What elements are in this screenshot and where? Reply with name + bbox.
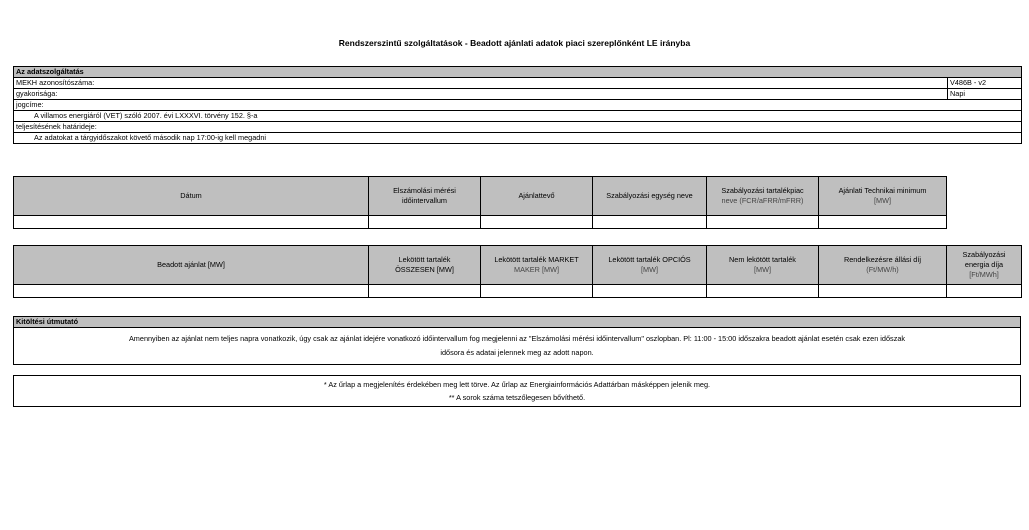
guide-text-line1: Amennyiben az ajánlat nem teljes napra vonatkozik, úgy csak az ajánlat idejére vonatkozó időintervallum fog megjelenni az "Elszámolási mérési időintervallum" oszlopban. Pl: 11:00 - 15:00 időszakra beadott ajánlat esetén csak ezen időszak	[128, 334, 906, 343]
col-datum: Dátum	[14, 177, 369, 216]
table-cell	[369, 216, 481, 229]
bid-table-1	[13, 176, 947, 229]
bid-table-2	[13, 245, 1022, 298]
col-opt-line1: Lekötött tartalék OPCIÓS	[608, 255, 691, 264]
notes-table	[13, 375, 1021, 407]
col-market	[707, 177, 819, 216]
col-interval-line1: Elszámolási mérési	[393, 186, 456, 195]
mekh-value: V486B - v2	[948, 78, 1022, 89]
col-offer: Beadott ajánlat [MW]	[14, 246, 369, 285]
legal-label: jogcíme:	[14, 100, 1022, 111]
guide-text-line2: idősora és adatai jelennek meg az adott napon.	[440, 348, 594, 357]
col-opt-line2: [MW]	[640, 265, 659, 274]
col-mm-line1: Lekötött tartalék MARKET	[494, 255, 579, 264]
frequency-value: Napi	[948, 89, 1022, 100]
table-cell	[481, 216, 593, 229]
col-bidder: Ajánlattevő	[481, 177, 593, 216]
col-nonres-line2: [MW]	[753, 265, 772, 274]
col-interval-line2: időintervallum	[401, 196, 448, 205]
col-mm-line2: MAKER [MW]	[514, 265, 559, 274]
col-non-reserved	[707, 246, 819, 285]
deadline-label: teljesítésének határideje:	[14, 122, 1022, 133]
note-1: * Az űrlap a megjelenítés érdekében meg lett törve. Az űrlap az Energiainformációs Adattárban másképpen jelenik meg.	[323, 380, 711, 389]
col-market-maker	[481, 246, 593, 285]
col-total-line1: Lekötött tartalék	[398, 255, 451, 264]
mekh-label: MEKH azonosítószáma:	[14, 78, 948, 89]
table-cell	[593, 285, 707, 298]
col-market-line1: Szabályozási tartalékpiac	[721, 186, 804, 195]
col-interval	[369, 177, 481, 216]
guide-table	[13, 316, 1021, 365]
service-info-table	[13, 66, 1022, 144]
col-avail-line2: (Ft/MW/h)	[866, 265, 899, 274]
deadline-value: Az adatokat a tárgyidőszakot követő második nap 17:00-ig kell megadni	[14, 133, 1022, 144]
table-cell	[481, 285, 593, 298]
col-avail-line1: Rendelkezésre állási díj	[843, 255, 922, 264]
col-optional	[593, 246, 707, 285]
table-cell	[14, 285, 369, 298]
col-energy-fee	[947, 246, 1022, 285]
col-min-line1: Ajánlati Technikai minimum	[838, 186, 927, 195]
table-cell	[947, 285, 1022, 298]
col-total-line2: ÖSSZESEN [MW]	[395, 265, 454, 274]
col-min	[819, 177, 947, 216]
col-market-line2: neve (FCR/aFRR/mFRR)	[721, 196, 804, 205]
page-title: Rendszerszintű szolgáltatások - Beadott ajánlati adatok piaci szereplőnként LE irányba	[338, 38, 691, 48]
notes-box	[14, 376, 1021, 407]
service-header: Az adatszolgáltatás	[14, 67, 1022, 78]
col-unit: Szabályozási egység neve	[593, 177, 707, 216]
table-cell	[707, 216, 819, 229]
table-cell	[14, 216, 369, 229]
table-cell	[819, 216, 947, 229]
col-availability-fee	[819, 246, 947, 285]
col-total	[369, 246, 481, 285]
guide-text	[14, 328, 1021, 365]
col-energy-line2: energia díja	[964, 260, 1004, 269]
note-2: ** A sorok száma tetszőlegesen bővíthető.	[448, 393, 586, 402]
legal-value: A villamos energiáról (VET) szóló 2007. évi LXXXVI. törvény 152. §-a	[14, 111, 1022, 122]
table-cell	[819, 285, 947, 298]
col-energy-line3: [Ft/MWh]	[969, 270, 999, 279]
col-min-line2: [MW]	[873, 196, 892, 205]
table-cell	[593, 216, 707, 229]
guide-header: Kitöltési útmutató	[14, 317, 1021, 328]
col-nonres-line1: Nem lekötött tartalék	[729, 255, 796, 264]
frequency-label: gyakorisága:	[14, 89, 948, 100]
table-cell	[707, 285, 819, 298]
table-cell	[369, 285, 481, 298]
col-energy-line1: Szabályozási	[962, 250, 1006, 259]
